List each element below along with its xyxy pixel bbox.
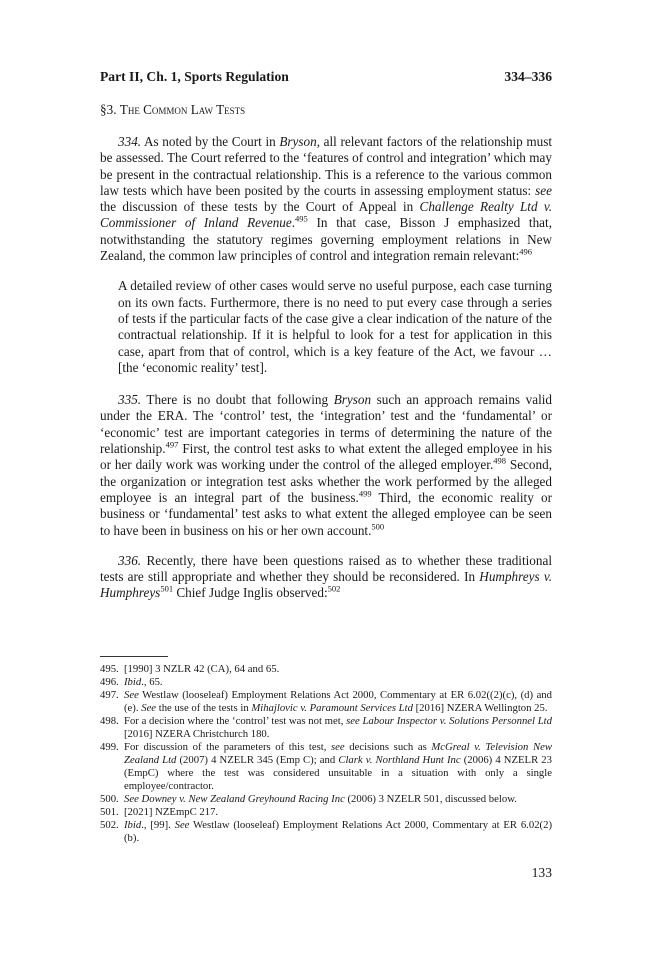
footnotes-list <box>100 663 552 845</box>
paragraph-number: 335 <box>118 392 138 408</box>
footnote-499: 499. For discussion of the parameters of this test, see decisions such as McGreal v. Television New Zealand Ltd (2007) 4 NZELR 345 (Emp C); and Clark v. Northland Hunt Inc (2006) 4 NZELR 23 (EmpC) where the test was considered unsuitable in a situation with only a single employee/contractor. <box>100 741 552 792</box>
paragraph-335: 335. There is no doubt that following Bryson such an approach remains valid under the ERA. The ‘control’ test, the ‘integration’ test and the ‘fundamental’ or ‘economic’ test are important categories in terms of determining the nature of the relationship.$^{497}$ First, the control test asks to what extent the alleged employee in his or her daily work was working under the control of the alleged employer.$^{498}$ Second, the organization or integration test asks whether the work performed by the alleged employee is an integral part of the business.$^{499}$ Third, the economic reality or business or ‘fundamental’ test asks to what extent the alleged employee can be seen to have been in business on his or her own account.$^{500}$ <box>100 392 553 538</box>
footnote-495: 495. [1990] 3 NZLR 42 (CA), 64 and 65. <box>100 663 280 675</box>
running-header-title: Part II, Ch. 1, Sports Regulation <box>100 69 289 84</box>
footnote-ref-500[interactable]: 500 <box>371 521 385 532</box>
footnote-ref-498[interactable]: 498 <box>493 455 506 466</box>
page-body <box>100 68 552 602</box>
paragraph-number: 336 <box>118 552 138 568</box>
block-quote: A detailed review of other cases would serve no useful purpose, each case turning on its own facts. Furthermore, there is no need to put every case through a series of tests if the particular facts of the case give a clear indication of the nature of the contractual relationship. If it is helpful to look for a test for application in this case, apart from that of control, which is a key feature of the Act, we favour … [the ‘economic reality’ test]. <box>118 278 552 375</box>
footnote-500: 500. See Downey v. New Zealand Greyhound Racing Inc (2006) 3 NZELR 501, discussed below. <box>100 793 517 805</box>
footnote-498: 498. For a decision where the ‘control’ test was not met, see Labour Inspector v. Solutions Personnel Ltd [2016] NZERA Christchurch 180. <box>100 715 552 740</box>
section-title: The Common Law Tests <box>119 102 246 117</box>
section-number: §3. <box>100 102 117 117</box>
paragraph-336: 336. Recently, there have been questions raised as to whether these traditional tests are still appropriate and whether they should be reconsidered. In Humphreys v. Humphreys$^{501}$ Chief Judge Inglis observed:$^{502}$ <box>100 552 553 601</box>
footnote-497: 497. See Westlaw (looseleaf) Employment Relations Act 2000, Commentary at ER 6.02((2)(c), (d) and (e). See the use of the tests in Mihajlovic v. Paramount Services Ltd [2016] NZERA Wellington 25. <box>100 689 552 714</box>
section-heading <box>100 101 552 119</box>
footnote-ref-496[interactable]: 496 <box>519 246 533 257</box>
running-header <box>100 68 552 86</box>
paragraph-334: 334. As noted by the Court in Bryson, all relevant factors of the relationship must be assessed. The Court referred to the ‘features of control and integration’ which may be present in the contractual relationship. This is a reference to the various common law tests which have been posited by the courts in assessing employment status: see the discussion of these tests by the Court of Appeal in Challenge Realty Ltd v. Commissioner of Inland Revenue.$^{495}$ In that case, Bisson J emphasized that, notwithstanding the statutory regimes governing employment relations in New Zealand, the common law principles of control and integration remain relevant:$^{496}$ <box>100 134 552 264</box>
footnote-ref-502[interactable]: 502 <box>327 584 341 595</box>
running-header-range: 334–336 <box>504 69 552 84</box>
page-number: 133 <box>531 865 552 880</box>
footnote-ref-501[interactable]: 501 <box>160 584 174 595</box>
footnote-ref-499[interactable]: 499 <box>358 488 372 499</box>
footnote-502: 502. Ibid., [99]. See Westlaw (looseleaf) Employment Relations Act 2000, Commentary at ER 6.02(2)(b). <box>100 819 552 844</box>
footnote-divider <box>100 656 168 657</box>
footnote-496: 496. Ibid., 65. <box>100 676 163 688</box>
footnote-501: 501. [2021] NZEmpC 217. <box>100 806 219 818</box>
paragraph-number: 334 <box>118 134 138 149</box>
footnote-ref-495[interactable]: 495 <box>295 214 308 225</box>
footnote-ref-497[interactable]: 497 <box>165 439 179 450</box>
